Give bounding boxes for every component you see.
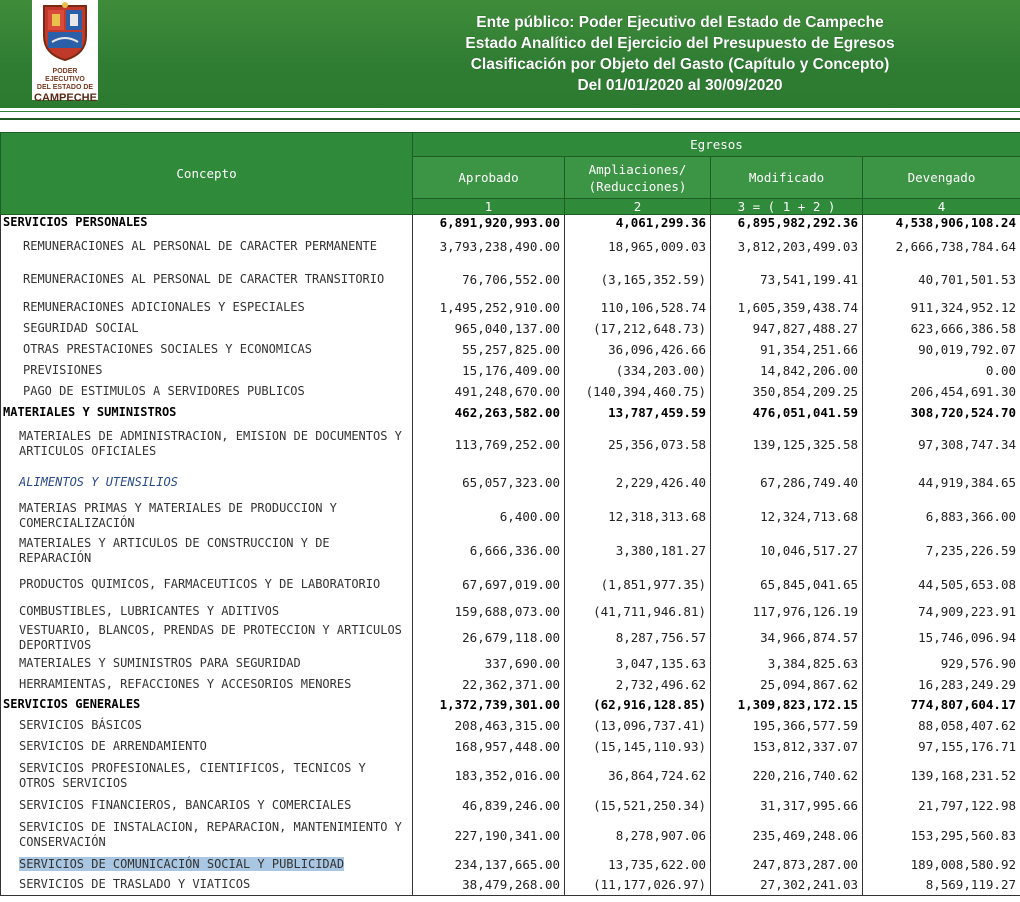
devengado-cell: 206,454,691.30 <box>863 381 1020 402</box>
table-row <box>1 499 1020 534</box>
concept-cell <box>1 499 413 534</box>
aprobado-cell: 55,257,825.00 <box>413 339 565 360</box>
concept-label: SERVICIOS PROFESIONALES, CIENTIFICOS, TECNICOS Y OTROS SERVICIOS <box>19 760 366 790</box>
concept-label: REMUNERACIONES ADICIONALES Y ESPECIALES <box>23 299 305 314</box>
modificado-cell: 1,309,823,172.15 <box>711 695 863 715</box>
column-number-4: 4 <box>863 199 1020 215</box>
concept-label: COMBUSTIBLES, LUBRICANTES Y ADITIVOS <box>19 604 280 618</box>
modificado-cell: 25,094,867.62 <box>711 674 863 695</box>
modificado-cell: 139,125,325.58 <box>711 423 863 466</box>
aprobado-cell: 6,891,920,993.00 <box>413 215 565 231</box>
modificado-cell: 10,046,517.27 <box>711 534 863 568</box>
aprobado-cell: 168,957,448.00 <box>413 736 565 757</box>
devengado-header: Devengado <box>863 157 1020 199</box>
table-row <box>1 339 1020 360</box>
aprobado-cell: 15,176,409.00 <box>413 360 565 381</box>
concept-cell <box>1 736 413 757</box>
ampliaciones-cell: 2,732,496.62 <box>565 674 711 695</box>
devengado-cell: 8,569,119.27 <box>863 875 1020 896</box>
concept-cell <box>1 695 413 715</box>
aprobado-cell: 965,040,137.00 <box>413 318 565 339</box>
ampliaciones-cell: 8,287,756.57 <box>565 622 711 654</box>
concept-cell <box>1 318 413 339</box>
period-title: Del 01/01/2020 al 30/09/2020 <box>577 77 783 94</box>
category-row <box>1 402 1020 423</box>
devengado-cell: 6,883,366.00 <box>863 499 1020 534</box>
devengado-cell: 44,505,653.08 <box>863 568 1020 602</box>
table-row <box>1 297 1020 318</box>
report-titles <box>380 12 980 96</box>
ampliaciones-cell: (15,521,250.34) <box>565 795 711 817</box>
modificado-cell: 153,812,337.07 <box>711 736 863 757</box>
ampliaciones-cell: (41,711,946.81) <box>565 602 711 622</box>
ampliaciones-cell: 12,318,313.68 <box>565 499 711 534</box>
concept-label: REMUNERACIONES AL PERSONAL DE CARACTER PERMANENTE <box>23 239 378 253</box>
concept-label: ALIMENTOS Y UTENSILIOS <box>19 474 178 489</box>
devengado-cell: 97,155,176.71 <box>863 736 1020 757</box>
ampliaciones-cell: 25,356,073.58 <box>565 423 711 466</box>
concept-cell <box>1 466 413 499</box>
table-row <box>1 715 1020 736</box>
devengado-cell: 911,324,952.12 <box>863 297 1020 318</box>
aprobado-cell: 1,495,252,910.00 <box>413 297 565 318</box>
aprobado-cell: 337,690.00 <box>413 654 565 674</box>
aprobado-header: Aprobado <box>413 157 565 199</box>
concept-cell <box>1 568 413 602</box>
devengado-cell: 90,019,792.07 <box>863 339 1020 360</box>
table-row <box>1 795 1020 817</box>
category-row <box>1 695 1020 715</box>
aprobado-cell: 227,190,341.00 <box>413 817 565 854</box>
concept-label: SERVICIOS BÁSICOS <box>19 717 142 732</box>
concept-cell <box>1 534 413 568</box>
ampliaciones-cell: 18,965,009.03 <box>565 231 711 263</box>
ampliaciones-cell: (62,916,128.85) <box>565 695 711 715</box>
concept-label: SERVICIOS PERSONALES <box>3 215 148 230</box>
aprobado-cell: 491,248,670.00 <box>413 381 565 402</box>
category-row <box>1 215 1020 231</box>
ampliaciones-cell: 36,096,426.66 <box>565 339 711 360</box>
ampliaciones-cell: (13,096,737.41) <box>565 715 711 736</box>
concept-label: SERVICIOS DE ARRENDAMIENTO <box>19 738 207 753</box>
aprobado-cell: 159,688,073.00 <box>413 602 565 622</box>
concept-label: SERVICIOS DE INSTALACION, REPARACION, MANTENIMIENTO Y CONSERVACIÓN <box>19 820 402 849</box>
devengado-cell: 88,058,407.62 <box>863 715 1020 736</box>
modificado-cell: 235,469,248.06 <box>711 817 863 854</box>
aprobado-cell: 22,362,371.00 <box>413 674 565 695</box>
ampliaciones-cell: (3,165,352.59) <box>565 263 711 297</box>
concept-label: SERVICIOS GENERALES <box>3 697 141 711</box>
concept-cell <box>1 757 413 795</box>
devengado-cell: 308,720,524.70 <box>863 402 1020 423</box>
column-number-1: 1 <box>413 199 565 215</box>
concept-label: MATERIAS PRIMAS Y MATERIALES DE PRODUCCION Y COMERCIALIZACIÓN <box>19 501 337 530</box>
ampliaciones-cell: 13,787,459.59 <box>565 402 711 423</box>
devengado-cell: 153,295,560.83 <box>863 817 1020 854</box>
concept-cell <box>1 854 413 875</box>
concept-label: PRODUCTOS QUIMICOS, FARMACEUTICOS Y DE LABORATORIO <box>19 577 381 591</box>
modificado-cell: 14,842,206.00 <box>711 360 863 381</box>
concept-cell <box>1 715 413 736</box>
modificado-cell: 117,976,126.19 <box>711 602 863 622</box>
ampliaciones-cell: 36,864,724.62 <box>565 757 711 795</box>
aprobado-cell: 46,839,246.00 <box>413 795 565 817</box>
modificado-cell: 947,827,488.27 <box>711 318 863 339</box>
concept-column-header: Concepto <box>1 133 413 215</box>
devengado-cell: 74,909,223.91 <box>863 602 1020 622</box>
ampliaciones-cell: 110,106,528.74 <box>565 297 711 318</box>
modificado-cell: 12,324,713.68 <box>711 499 863 534</box>
concept-label: SERVICIOS DE COMUNICACIÓN SOCIAL Y PUBLICIDAD <box>19 856 345 871</box>
concept-cell <box>1 360 413 381</box>
modificado-cell: 73,541,199.41 <box>711 263 863 297</box>
modificado-cell: 65,845,041.65 <box>711 568 863 602</box>
concept-cell <box>1 423 413 466</box>
ampliaciones-cell: (17,212,648.73) <box>565 318 711 339</box>
devengado-cell: 929,576.90 <box>863 654 1020 674</box>
table-row <box>1 534 1020 568</box>
aprobado-cell: 65,057,323.00 <box>413 466 565 499</box>
concept-label: PREVISIONES <box>23 362 103 377</box>
aprobado-cell: 26,679,118.00 <box>413 622 565 654</box>
concept-cell <box>1 381 413 402</box>
devengado-cell: 16,283,249.29 <box>863 674 1020 695</box>
devengado-cell: 774,807,604.17 <box>863 695 1020 715</box>
table-row <box>1 757 1020 795</box>
entity-title: Ente público: Poder Ejecutivo del Estado de Campeche <box>476 14 884 31</box>
devengado-cell: 0.00 <box>863 360 1020 381</box>
table-row <box>1 622 1020 654</box>
aprobado-cell: 38,479,268.00 <box>413 875 565 896</box>
concept-cell <box>1 263 413 297</box>
ampliaciones-header: Ampliaciones/ (Reducciones) <box>565 157 711 199</box>
modificado-cell: 67,286,749.40 <box>711 466 863 499</box>
concept-label: MATERIALES Y SUMINISTROS PARA SEGURIDAD <box>19 656 301 670</box>
concept-cell <box>1 402 413 423</box>
devengado-cell: 7,235,226.59 <box>863 534 1020 568</box>
column-number-2: 2 <box>565 199 711 215</box>
modificado-cell: 1,605,359,438.74 <box>711 297 863 318</box>
devengado-cell: 15,746,096.94 <box>863 622 1020 654</box>
ampliaciones-cell: (11,177,026.97) <box>565 875 711 896</box>
modificado-cell: 220,216,740.62 <box>711 757 863 795</box>
aprobado-cell: 183,352,016.00 <box>413 757 565 795</box>
budget-table <box>0 132 1020 896</box>
table-header <box>1 133 1020 215</box>
table-row <box>1 854 1020 875</box>
table-body <box>1 215 1020 896</box>
aprobado-cell: 208,463,315.00 <box>413 715 565 736</box>
aprobado-cell: 234,137,665.00 <box>413 854 565 875</box>
table-row <box>1 654 1020 674</box>
modificado-cell: 247,873,287.00 <box>711 854 863 875</box>
aprobado-cell: 1,372,739,301.00 <box>413 695 565 715</box>
concept-cell <box>1 817 413 854</box>
devengado-cell: 2,666,738,784.64 <box>863 231 1020 263</box>
report-title: Estado Analítico del Ejercicio del Presupuesto de Egresos <box>465 35 895 52</box>
aprobado-cell: 6,400.00 <box>413 499 565 534</box>
devengado-cell: 623,666,386.58 <box>863 318 1020 339</box>
concept-label: MATERIALES Y ARTICULOS DE CONSTRUCCION Y DE REPARACIÓN <box>19 535 330 565</box>
concept-cell <box>1 622 413 654</box>
concept-label: MATERIALES DE ADMINISTRACION, EMISION DE DOCUMENTOS Y ARTICULOS OFICIALES <box>19 429 402 458</box>
shield-icon <box>40 2 90 62</box>
concept-label: MATERIALES Y SUMINISTROS <box>3 404 177 419</box>
table-row <box>1 466 1020 499</box>
ampliaciones-cell: (15,145,110.93) <box>565 736 711 757</box>
aprobado-cell: 3,793,238,490.00 <box>413 231 565 263</box>
concept-cell <box>1 654 413 674</box>
campeche-coat-of-arms-logo <box>32 0 98 104</box>
table-row <box>1 817 1020 854</box>
devengado-cell: 40,701,501.53 <box>863 263 1020 297</box>
ampliaciones-cell: (334,203.00) <box>565 360 711 381</box>
ampliaciones-cell: 3,047,135.63 <box>565 654 711 674</box>
concept-cell <box>1 795 413 817</box>
devengado-cell: 4,538,906,108.24 <box>863 215 1020 231</box>
modificado-cell: 350,854,209.25 <box>711 381 863 402</box>
ampliaciones-cell: 8,278,907.06 <box>565 817 711 854</box>
ampliaciones-cell: 2,229,426.40 <box>565 466 711 499</box>
column-number-3: 3 = ( 1 + 2 ) <box>711 199 863 215</box>
egresos-group-header: Egresos <box>413 133 1020 157</box>
concept-cell <box>1 602 413 622</box>
modificado-cell: 195,366,577.59 <box>711 715 863 736</box>
modificado-cell: 34,966,874.57 <box>711 622 863 654</box>
banner-divider <box>0 108 1020 118</box>
devengado-cell: 21,797,122.98 <box>863 795 1020 817</box>
table-row <box>1 674 1020 695</box>
devengado-cell: 139,168,231.52 <box>863 757 1020 795</box>
concept-cell <box>1 231 413 263</box>
devengado-cell: 44,919,384.65 <box>863 466 1020 499</box>
logo-caption: PODER EJECUTIVO DEL ESTADO DE CAMPECHE <box>34 68 97 104</box>
concept-cell <box>1 215 413 231</box>
modificado-cell: 476,051,041.59 <box>711 402 863 423</box>
modificado-cell: 3,384,825.63 <box>711 654 863 674</box>
aprobado-cell: 67,697,019.00 <box>413 568 565 602</box>
modificado-cell: 27,302,241.03 <box>711 875 863 896</box>
aprobado-cell: 76,706,552.00 <box>413 263 565 297</box>
table-row <box>1 423 1020 466</box>
aprobado-cell: 6,666,336.00 <box>413 534 565 568</box>
devengado-cell: 189,008,580.92 <box>863 854 1020 875</box>
concept-label: HERRAMIENTAS, REFACCIONES Y ACCESORIOS MENORES <box>19 676 352 691</box>
table-row <box>1 381 1020 402</box>
modificado-header: Modificado <box>711 157 863 199</box>
table-row <box>1 875 1020 896</box>
modificado-cell: 91,354,251.66 <box>711 339 863 360</box>
table-row <box>1 736 1020 757</box>
table-row <box>1 318 1020 339</box>
modificado-cell: 3,812,203,499.03 <box>711 231 863 263</box>
concept-cell <box>1 339 413 360</box>
devengado-cell: 97,308,747.34 <box>863 423 1020 466</box>
table-row <box>1 263 1020 297</box>
concept-cell <box>1 674 413 695</box>
concept-cell <box>1 297 413 318</box>
concept-label: PAGO DE ESTIMULOS A SERVIDORES PUBLICOS <box>23 383 305 398</box>
concept-label: SERVICIOS DE TRASLADO Y VIATICOS <box>19 877 251 892</box>
table-row <box>1 602 1020 622</box>
ampliaciones-cell: (140,394,460.75) <box>565 381 711 402</box>
ampliaciones-cell: 4,061,299.36 <box>565 215 711 231</box>
ampliaciones-cell: 3,380,181.27 <box>565 534 711 568</box>
concept-cell <box>1 875 413 896</box>
concept-label: OTRAS PRESTACIONES SOCIALES Y ECONOMICAS <box>23 341 312 356</box>
classification-title: Clasificación por Objeto del Gasto (Capítulo y Concepto) <box>470 56 890 73</box>
concept-label: SERVICIOS FINANCIEROS, BANCARIOS Y COMERCIALES <box>19 798 352 812</box>
ampliaciones-cell: (1,851,977.35) <box>565 568 711 602</box>
concept-label: REMUNERACIONES AL PERSONAL DE CARACTER TRANSITORIO <box>23 272 385 286</box>
report-header-banner <box>0 0 1020 120</box>
modificado-cell: 31,317,995.66 <box>711 795 863 817</box>
table-row <box>1 231 1020 263</box>
ampliaciones-cell: 13,735,622.00 <box>565 854 711 875</box>
modificado-cell: 6,895,982,292.36 <box>711 215 863 231</box>
concept-label: SEGURIDAD SOCIAL <box>23 320 139 335</box>
aprobado-cell: 113,769,252.00 <box>413 423 565 466</box>
table-row <box>1 568 1020 602</box>
concept-label: VESTUARIO, BLANCOS, PRENDAS DE PROTECCION Y ARTICULOS DEPORTIVOS <box>19 622 402 652</box>
aprobado-cell: 462,263,582.00 <box>413 402 565 423</box>
table-row <box>1 360 1020 381</box>
